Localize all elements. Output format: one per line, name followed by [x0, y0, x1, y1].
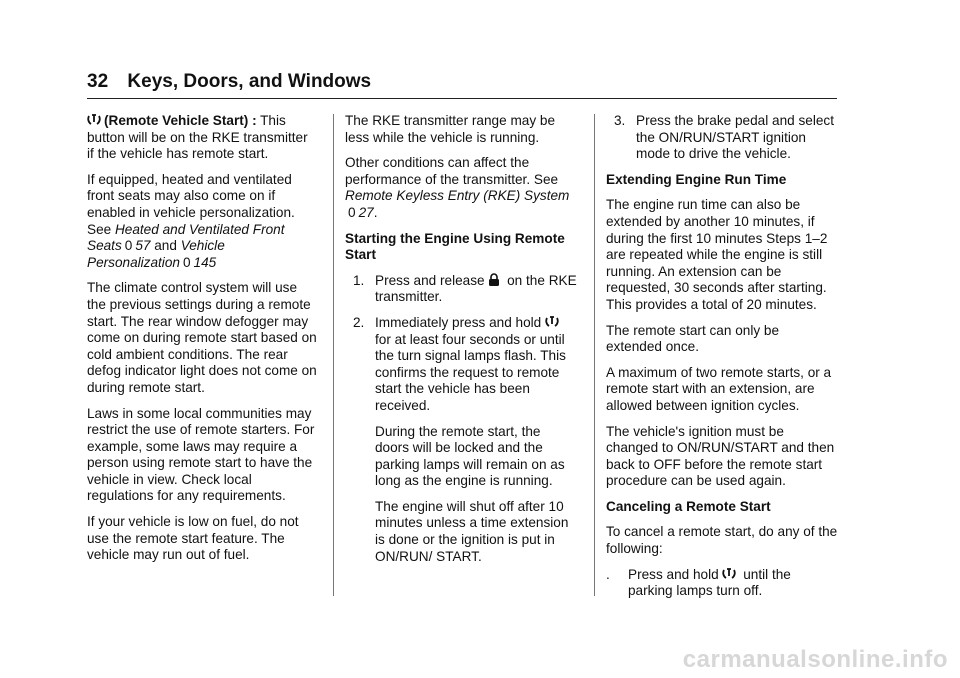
page-header: [87, 70, 837, 94]
remote-start-text: This button will be on the RKE transmitter if the vehicle has remote start.: [87, 113, 308, 162]
remote-start-icon: [722, 567, 736, 581]
personalization-link[interactable]: Vehicle Personalization: [87, 238, 225, 270]
and-text: and: [150, 238, 181, 254]
step-3: [606, 113, 838, 163]
page-number: 32: [87, 71, 109, 92]
personalization-page-ref[interactable]: 145: [193, 254, 217, 270]
section-title: Keys, Doors, and Windows: [127, 71, 372, 92]
cancel-bullet-1: [606, 567, 838, 600]
page-ref-icon: 0: [182, 254, 191, 270]
column-right: [606, 113, 838, 609]
page-ref-icon: 0: [124, 238, 133, 254]
remote-start-icon: [545, 315, 559, 329]
column-divider-left: [333, 114, 334, 596]
conditions-paragraph: [345, 155, 578, 221]
step-1-text-a: Press and release: [375, 272, 489, 288]
column-middle: [345, 113, 578, 574]
fuel-paragraph: If your vehicle is low on fuel, do not use the remote start feature. The vehicle may run out of fuel.: [87, 514, 299, 563]
step-2-locked-text: During the remote start, the doors will be locked and the parking lamps will remain on as long as the engine is running.: [375, 423, 565, 489]
step-number: 3.: [614, 113, 626, 128]
range-paragraph: The RKE transmitter range may be less while the vehicle is running.: [345, 113, 556, 145]
climate-paragraph: The climate control system will use the previous settings during a remote start. The rear window defogger may come on during remote start based on cold ambient conditions. The rear defog indicator light does not come on during remote start.: [87, 280, 317, 395]
period: .: [373, 204, 378, 220]
seats-paragraph: [87, 172, 317, 272]
remote-start-icon: [87, 113, 101, 127]
bullet-1-text-a: Press and hold: [628, 566, 723, 582]
rke-page-ref[interactable]: 27: [358, 204, 374, 220]
step-1-text-b: on the RKE transmitter.: [375, 272, 577, 305]
step-2-text: [375, 315, 578, 415]
lock-icon: [488, 273, 500, 287]
step-2-text-a: Immediately press and hold: [375, 314, 546, 330]
maximum-paragraph: A maximum of two remote starts, or a remote start with an extension, are allowed between ignition cycles.: [606, 364, 832, 413]
bullet-1-text-b: until the parking lamps turn off.: [628, 566, 791, 599]
watermark: carmanualsonline.info: [682, 646, 948, 673]
step-number: 1.: [353, 272, 365, 288]
bullet-1-text: [628, 567, 838, 600]
conditions-text: Other conditions can affect the performance of the transmitter. See: [345, 155, 559, 187]
remote-start-paragraph: [87, 113, 317, 163]
header-rule: [87, 98, 837, 99]
canceling-heading: Canceling a Remote Start: [606, 498, 771, 514]
extending-paragraph: The engine run time can also be extended by another 10 minutes, if during the first 10 minutes Steps 1–2 are repeated while the engine is still running. An extension can be requested, 30 seconds after starting. This provides a total of 20 minutes.: [606, 197, 828, 312]
rke-link[interactable]: Remote Keyless Entry (RKE) System: [345, 188, 570, 204]
step-2: [345, 315, 578, 565]
step-2-shutoff-text: The engine will shut off after 10 minutes unless a time extension is done or the ignition is put in ON/RUN/ START.: [375, 498, 569, 564]
extending-heading: Extending Engine Run Time: [606, 171, 787, 187]
step-3-text: Press the brake pedal and select the ON/RUN/START ignition mode to drive the vehicle.: [636, 113, 834, 162]
column-left: [87, 113, 317, 573]
step-2-text-b: for at least four seconds or until the turn signal lamps flash. This confirms the request to remote start the vehicle has been received.: [375, 331, 566, 413]
column-divider-right: [594, 114, 595, 596]
laws-paragraph: Laws in some local communities may restrict the use of remote starters. For example, some laws may require a person using remote start to have the vehicle in view. Check local regulations for any requirements.: [87, 405, 315, 504]
cancel-paragraph: To cancel a remote start, do any of the following:: [606, 524, 838, 557]
extend-once-paragraph: The remote start can only be extended once.: [606, 322, 780, 355]
page-ref-icon: 0: [348, 204, 356, 220]
bullet-mark: .: [606, 566, 610, 582]
seats-link[interactable]: Heated and Ventilated Front Seats: [87, 221, 285, 254]
remote-start-heading: (Remote Vehicle Start) :: [104, 113, 257, 128]
step-1: [345, 273, 578, 306]
seats-page-ref[interactable]: 57: [135, 238, 151, 254]
step-1-text: [375, 273, 578, 306]
starting-heading: Starting the Engine Using Remote Start: [345, 230, 565, 263]
ignition-paragraph: The vehicle's ignition must be changed to ON/RUN/START and then back to OFF before the remote start procedure can be used again.: [606, 423, 835, 489]
step-number: 2.: [353, 314, 365, 330]
seats-text: If equipped, heated and ventilated front seats may also come on if enabled in vehicle personalization. See: [87, 171, 295, 237]
